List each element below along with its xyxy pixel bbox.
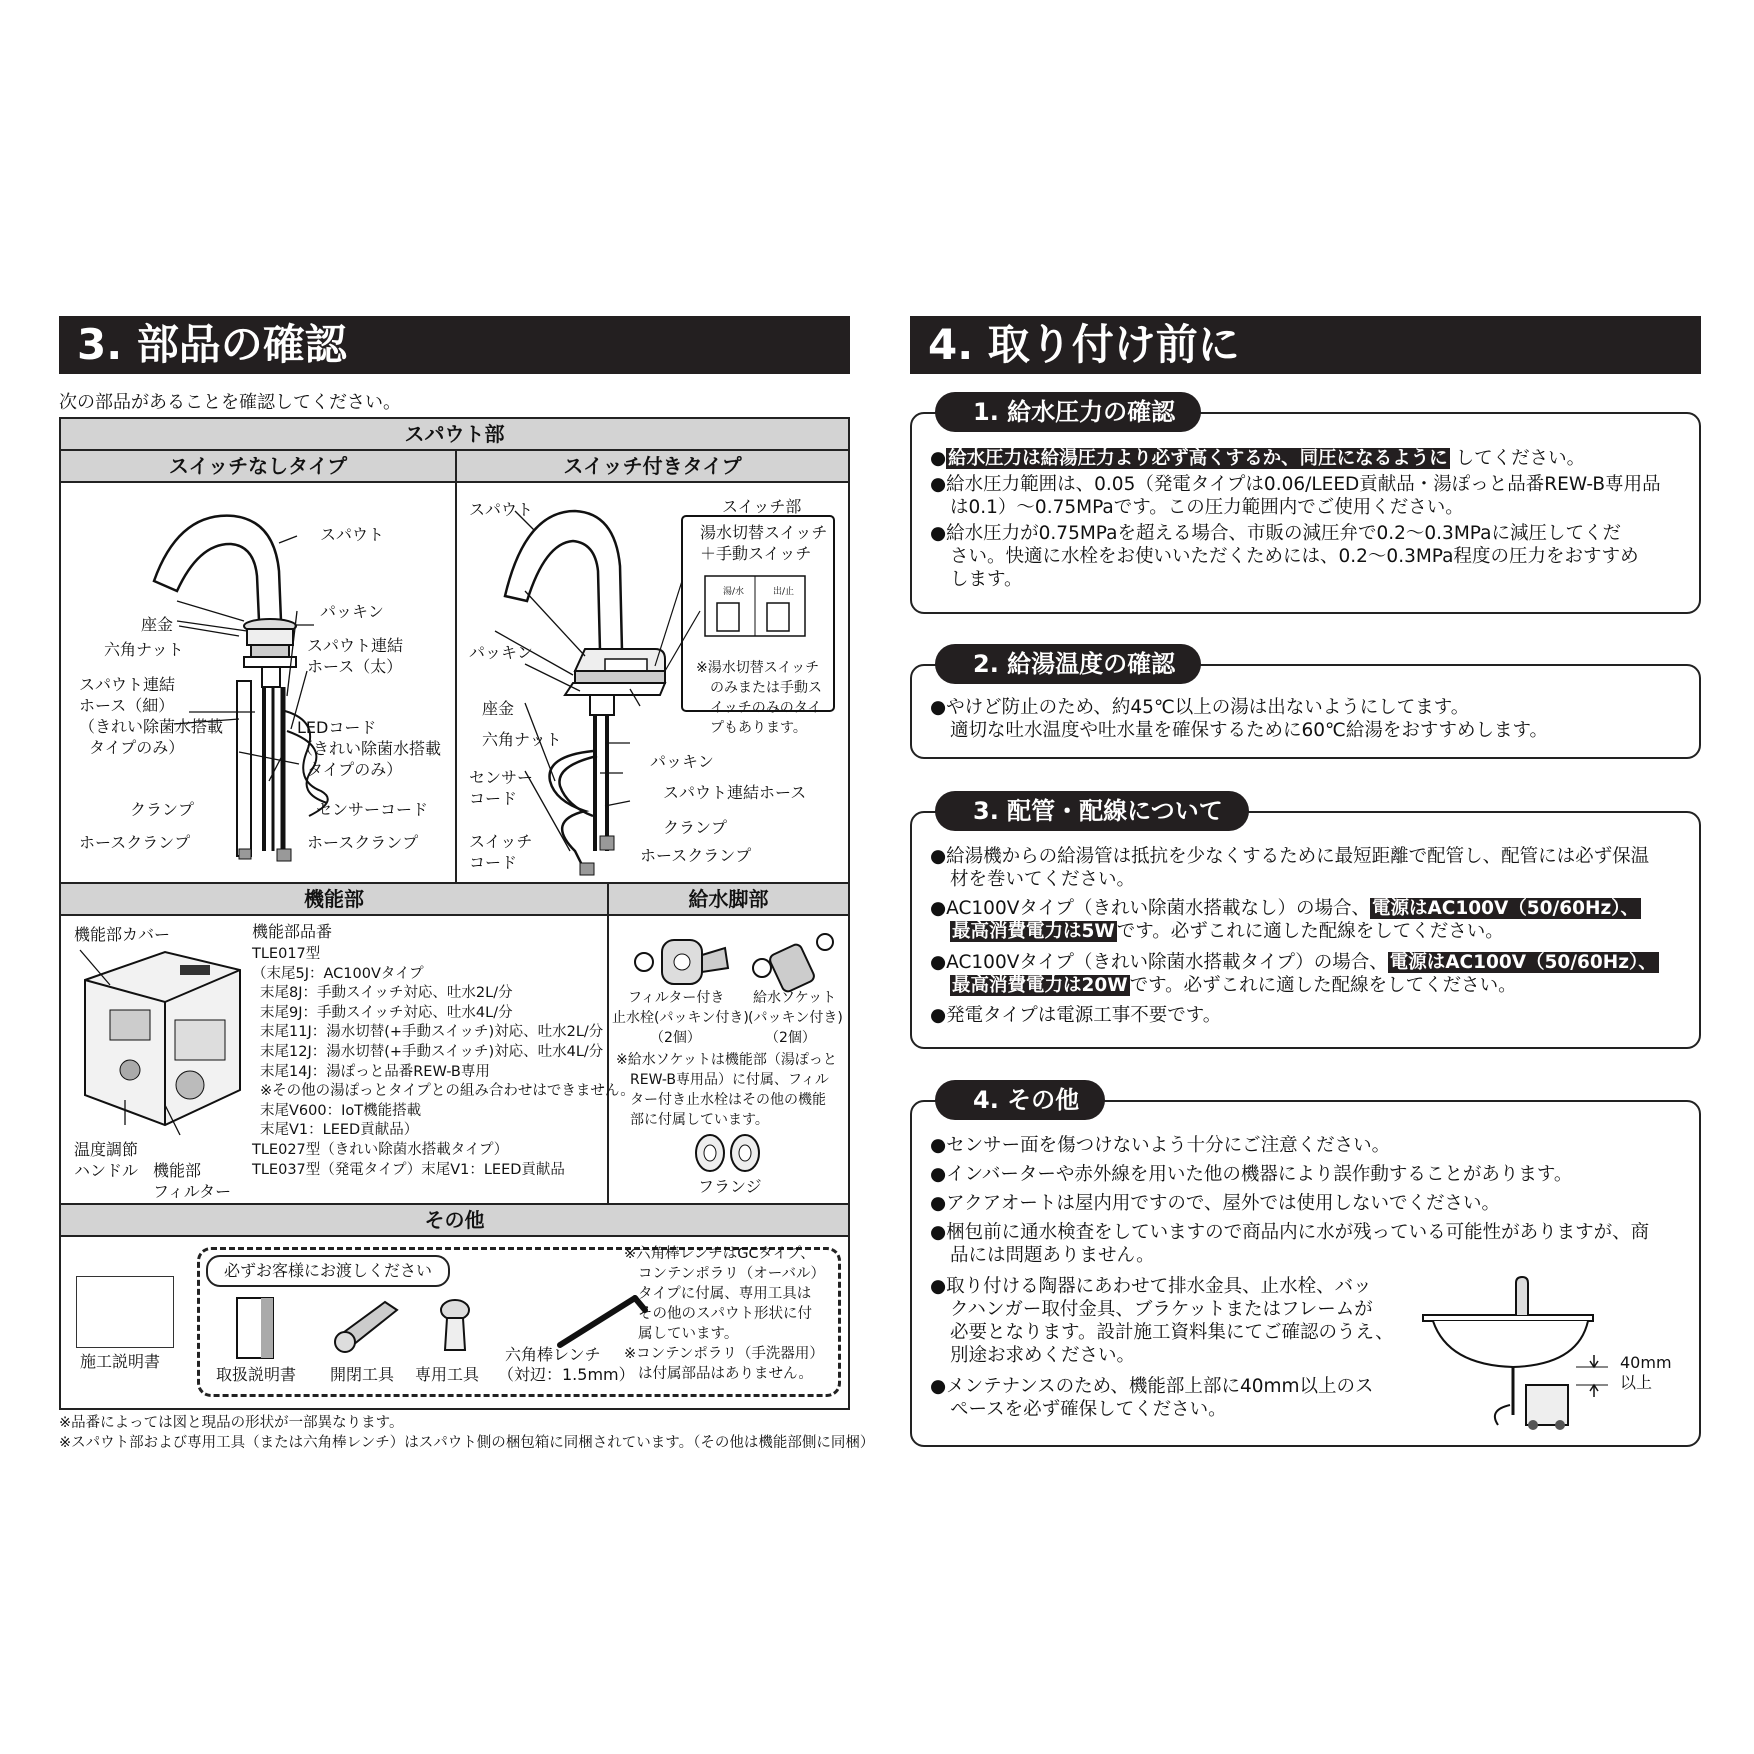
label-led-2: （きれい除菌水搭載 bbox=[297, 739, 442, 758]
label-flange: フランジ bbox=[698, 1177, 762, 1196]
other-note-line: は付属部品はありません。 bbox=[638, 1366, 813, 1382]
section-3-title: 3. 部品の確認 bbox=[59, 316, 850, 374]
pressure-bullet-1: ● 給水圧力は給湯圧力より必ず高くするか、同圧になるように してください。 bbox=[930, 448, 1586, 469]
label-hose-thin-3: （きれい除菌水搭載 bbox=[79, 717, 224, 736]
other-text: 必要となります。設計施工資料集にてご確認のうえ、 bbox=[950, 1322, 1394, 1343]
pressure-highlight: 給水圧力は給湯圧力より必ず高くするか、同圧になるように bbox=[948, 448, 1448, 469]
function-line: TLE027型（きれい除菌水搭載タイプ） bbox=[252, 1141, 509, 1158]
other-bullet-5: ●取り付ける陶器にあわせて排水金具、止水栓、バッ クハンガー取付金具、ブラケットまたはフレームが 必要となります。設計施工資料集にてご確認のうえ、 別途お求めください。 bbox=[930, 1276, 1394, 1366]
pressure-title: 1. 給水圧力の確認 bbox=[935, 392, 1201, 432]
must-give-label: 必ずお客様にお渡しください bbox=[206, 1255, 450, 1287]
footnote: ※品番によっては図と現品の形状が一部異なります。 bbox=[59, 1415, 404, 1431]
wiring-text: AC100Vタイプ（きれい除菌水搭載タイプ）の場合、 bbox=[946, 952, 1388, 973]
wiring-highlight: 最高消費電力は5W bbox=[952, 921, 1115, 942]
function-line: 末尾11J：湯水切替(+手動スイッチ)対応、吐水2L/分 bbox=[260, 1024, 604, 1041]
footnote: ※スパウト部および専用工具（または六角棒レンチ）はスパウト側の梱包箱に同梱されています。（その他は機能部側に同梱） bbox=[59, 1435, 875, 1451]
flange-illustration bbox=[690, 1133, 780, 1173]
function-parts-title: 機能部品番 bbox=[252, 922, 333, 941]
other-text: インバーターや赤外線を用いた他の機器により誤作動することがあります。 bbox=[946, 1164, 1573, 1185]
footnotes bbox=[59, 1413, 874, 1453]
label-sw-sensor-1: センサー bbox=[469, 768, 534, 787]
supply-note bbox=[616, 1050, 837, 1130]
wiring-bullet-2: ●AC100Vタイプ（きれい除菌水搭載なし）の場合、 電源はAC100V（50/60Hz）、 最高消費電力は5W です。必ずこれに適した配線をしてください。 bbox=[930, 898, 1640, 942]
other-bullet-2: ●インバーターや赤外線を用いた他の機器により誤作動することがあります。 bbox=[930, 1164, 1573, 1185]
label-special-tool: 専用工具 bbox=[415, 1365, 480, 1384]
pressure-bullet-3: ●給水圧力が0.75MPaを超える場合、市販の減圧弁で0.2～0.3MPaに減圧してくだ さい。快適に水栓をお使いいただくためには、0.2～0.3MPa程度の圧力をおすすめ します。 bbox=[930, 523, 1639, 590]
wiring-title: 3. 配管・配線について bbox=[935, 791, 1249, 831]
temperature-text: 適切な吐水温度や吐水量を確保するために60℃給湯をおすすめします。 bbox=[950, 720, 1549, 741]
label-open-tool: 開閉工具 bbox=[330, 1365, 395, 1384]
label-filter-valve-2: 止水栓(パッキン付き) bbox=[612, 1010, 749, 1026]
label-sw-stop: 出/止 bbox=[773, 587, 795, 597]
label-filter-2: フィルター bbox=[153, 1182, 232, 1201]
label-sw-cord-1: スイッチ bbox=[469, 832, 533, 851]
temperature-title: 2. 給湯温度の確認 bbox=[935, 644, 1201, 684]
wiring-text: AC100Vタイプ（きれい除菌水搭載なし）の場合、 bbox=[946, 898, 1370, 919]
function-line: 末尾8J：手動スイッチ対応、吐水2L/分 bbox=[260, 985, 513, 1002]
label-socket-3: （2個） bbox=[765, 1030, 816, 1046]
function-line: 末尾9J：手動スイッチ対応、吐水4L/分 bbox=[260, 1004, 513, 1021]
label-hose-clamp-left: ホースクランプ bbox=[79, 833, 191, 852]
label-sw-note-4: プもあります。 bbox=[710, 720, 807, 736]
label-hex-nut: 六角ナット bbox=[104, 640, 184, 659]
supply-note-line: REW-B専用品）に付属、フィル bbox=[630, 1072, 829, 1088]
pressure-text: は0.1）～0.75MPaです。この圧力範囲内でご使用ください。 bbox=[950, 497, 1464, 518]
label-switch-box-1: 湯水切替スイッチ bbox=[700, 523, 828, 542]
other-text: ペースを必ず確保してください。 bbox=[950, 1399, 1227, 1420]
other-text: センサー面を傷つけないよう十分にご注意ください。 bbox=[946, 1135, 1391, 1156]
other-text: アクアオートは屋内用ですので、屋外では使用しないでください。 bbox=[946, 1193, 1501, 1214]
label-sw-note-1: ※湯水切替スイッチ bbox=[696, 660, 820, 676]
wiring-text: 給湯機からの給湯管は抵抗を少なくするために最短距離で配管し、配管には必ず保温 bbox=[946, 846, 1650, 867]
other-header: その他 bbox=[59, 1203, 850, 1237]
label-switch-box-2: ＋手動スイッチ bbox=[700, 544, 812, 563]
label-filter-valve-3: （2個） bbox=[650, 1030, 701, 1046]
label-filter-valve-1: フィルター付き bbox=[628, 990, 725, 1006]
function-line: TLE017型 bbox=[252, 946, 321, 962]
other-note-line: ※コンテンポラリ（手洗器用） bbox=[624, 1346, 824, 1362]
label-sw-hose: スパウト連結ホース bbox=[663, 783, 807, 802]
label-spout: スパウト bbox=[320, 525, 385, 544]
other-text: 取り付ける陶器にあわせて排水金具、止水栓、バッ bbox=[946, 1276, 1372, 1297]
label-sw-sensor-2: コード bbox=[469, 789, 518, 808]
spout-header: スパウト部 bbox=[59, 417, 850, 451]
label-socket-2: (パッキン付き) bbox=[748, 1010, 843, 1026]
supply-note-line: ※給水ソケットは機能部（湯ぽっと bbox=[616, 1052, 837, 1068]
intro-text: 次の部品があることを確認してください。 bbox=[59, 392, 401, 413]
label-sw-packing-bottom: パッキン bbox=[650, 752, 714, 771]
label-hose-thin-2: ホース（細） bbox=[79, 696, 175, 715]
label-sw-note-2: のみまたは手動ス bbox=[710, 680, 822, 696]
pressure-text: さい。快適に水栓をお使いいただくためには、0.2～0.3MPa程度の圧力をおすすめ bbox=[950, 546, 1639, 567]
other-text: クハンガー取付金具、ブラケットまたはフレームが bbox=[950, 1299, 1373, 1320]
other-note-line: タイプに付属、専用工具は bbox=[638, 1286, 812, 1302]
label-sw-zagane: 座金 bbox=[482, 699, 515, 718]
pressure-text: 給水圧力が0.75MPaを超える場合、市販の減圧弁で0.2～0.3MPaに減圧してくだ bbox=[946, 523, 1621, 544]
function-line: TLE037型（発電タイプ）末尾V1：LEED貢献品 bbox=[252, 1161, 565, 1178]
wiring-bullet-1: ●給湯機からの給湯管は抵抗を少なくするために最短距離で配管し、配管には必ず保温 材を巻いてください。 bbox=[930, 846, 1650, 890]
temperature-text: やけど防止のため、約45℃以上の湯は出ないようにしてます。 bbox=[946, 697, 1470, 718]
label-hose-thin-1: スパウト連結 bbox=[79, 675, 176, 694]
construction-manual-image bbox=[76, 1276, 174, 1348]
pressure-bullet-2: ●給水圧力範囲は、0.05（発電タイプは0.06/LEED貢献品・湯ぽっと品番REW-B専用品 は0.1）～0.75MPaです。この圧力範囲内でご使用ください。 bbox=[930, 474, 1661, 518]
label-sw-hose-clamp: ホースクランプ bbox=[640, 846, 752, 865]
wiring-highlight: 電源はAC100V（50/60Hz）、 bbox=[1389, 952, 1657, 973]
wiring-bullet-3: ●AC100Vタイプ（きれい除菌水搭載タイプ）の場合、 電源はAC100V（50/60Hz）、 最高消費電力は20W です。必ずこれに適した配線をしてください。 bbox=[930, 952, 1657, 996]
function-line: 末尾12J：湯水切替(+手動スイッチ)対応、吐水4L/分 bbox=[260, 1043, 604, 1060]
supply-note-line: ター付き止水栓はその他の機能 bbox=[630, 1092, 826, 1108]
label-wrench-1: 六角棒レンチ bbox=[505, 1345, 601, 1364]
label-temp-2: ハンドル bbox=[74, 1161, 139, 1180]
label-temp-1: 温度調節 bbox=[74, 1140, 139, 1159]
label-zagane: 座金 bbox=[141, 615, 174, 634]
label-manual: 取扱説明書 bbox=[216, 1365, 297, 1384]
function-line: 末尾V600：IoT機能搭載 bbox=[260, 1102, 422, 1119]
wiring-highlight: 電源はAC100V（50/60Hz）、 bbox=[1371, 898, 1640, 919]
label-sw-spout: スパウト bbox=[469, 500, 534, 519]
label-clamp: クランプ bbox=[130, 800, 195, 819]
wiring-text: です。必ずこれに適した配線をしてください。 bbox=[1129, 975, 1517, 996]
label-sw-hex-nut: 六角ナット bbox=[482, 730, 562, 749]
label-hose-thin-4: タイプのみ） bbox=[89, 738, 185, 757]
label-led-1: LEDコード bbox=[297, 718, 377, 737]
other-text: 品には問題ありません。 bbox=[950, 1245, 1155, 1266]
other-note-line: ※六角棒レンチはGCタイプ、 bbox=[624, 1246, 815, 1262]
supply-header: 給水脚部 bbox=[607, 882, 850, 916]
function-line: ※その他の湯ぽっとタイプとの組み合わせはできません。 bbox=[260, 1083, 635, 1100]
other-notes-title: 4. その他 bbox=[935, 1080, 1105, 1120]
other-note-line: 属しています。 bbox=[638, 1326, 739, 1342]
label-hose-clamp-right: ホースクランプ bbox=[307, 833, 419, 852]
no-switch-header: スイッチなしタイプ bbox=[59, 449, 457, 483]
other-note-line: コンテンポラリ（オーバル） bbox=[638, 1266, 826, 1282]
label-sw-note-3: イッチのみのタイ bbox=[710, 700, 822, 716]
other-text: 別途お求めください。 bbox=[950, 1345, 1136, 1366]
pressure-text: します。 bbox=[950, 569, 1023, 590]
label-socket-1: 給水ソケット bbox=[753, 990, 837, 1006]
section-4-title: 4. 取り付け前に bbox=[910, 316, 1701, 374]
label-sw-clamp: クランプ bbox=[663, 818, 728, 837]
label-switch-part: スイッチ部 bbox=[722, 497, 802, 516]
function-line: 末尾V1：LEED貢献品） bbox=[260, 1122, 419, 1139]
wiring-text: 発電タイプは電源工事不要です。 bbox=[946, 1005, 1222, 1026]
pressure-text: 給水圧力範囲は、0.05（発電タイプは0.06/LEED貢献品・湯ぽっと品番REW-B専用品 bbox=[946, 474, 1661, 495]
wiring-highlight: 最高消費電力は20W bbox=[952, 975, 1128, 996]
function-line: （末尾5J：AC100Vタイプ bbox=[252, 965, 424, 982]
temperature-bullet: ●やけど防止のため、約45℃以上の湯は出ないようにしてます。 適切な吐水温度や吐水量を確保するために60℃給湯をおすすめします。 bbox=[930, 697, 1549, 741]
wiring-text: です。必ずこれに適した配線をしてください。 bbox=[1116, 921, 1504, 942]
label-sensor-cord: センサーコード bbox=[316, 800, 429, 819]
function-parts-list bbox=[252, 945, 635, 1180]
dimension-40mm: 40mm bbox=[1620, 1353, 1672, 1372]
other-bullet-6: ●メンテナンスのため、機能部上部に40mm以上のス ペースを必ず確保してください。 bbox=[930, 1376, 1374, 1420]
label-hose-thick-1: スパウト連結 bbox=[307, 636, 404, 655]
other-note-line: その他のスパウト形状に付 bbox=[638, 1306, 812, 1322]
other-bullet-1: ●センサー面を傷つけないよう十分にご注意ください。 bbox=[930, 1135, 1391, 1156]
sink-clearance-illustration bbox=[1418, 1275, 1618, 1435]
with-switch-header: スイッチ付きタイプ bbox=[455, 449, 850, 483]
other-bullet-4: ●梱包前に通水検査をしていますので商品内に水が残っている可能性がありますが、商 品には問題ありません。 bbox=[930, 1222, 1650, 1266]
label-construction-manual: 施工説明書 bbox=[80, 1352, 161, 1371]
label-filter-1: 機能部 bbox=[153, 1161, 202, 1180]
wiring-bullet-4: ●発電タイプは電源工事不要です。 bbox=[930, 1005, 1222, 1026]
label-sw-cord-2: コード bbox=[469, 853, 518, 872]
other-note bbox=[624, 1244, 825, 1384]
label-sw-packing-top: パッキン bbox=[469, 643, 533, 662]
label-led-3: タイプのみ） bbox=[307, 760, 403, 779]
label-hose-thick-2: ホース（太） bbox=[307, 657, 403, 676]
wiring-text: 材を巻いてください。 bbox=[950, 869, 1136, 890]
dimension-min: 以上 bbox=[1620, 1373, 1653, 1392]
function-line: 末尾14J：湯ぽっと品番REW-B専用 bbox=[260, 1063, 490, 1080]
supply-note-line: 部に付属しています。 bbox=[630, 1112, 769, 1128]
label-wrench-2: （対辺：1.5mm） bbox=[498, 1365, 635, 1384]
other-bullet-3: ●アクアオートは屋内用ですので、屋外では使用しないでください。 bbox=[930, 1193, 1501, 1214]
other-text: メンテナンスのため、機能部上部に40mm以上のス bbox=[946, 1376, 1374, 1397]
label-packing: パッキン bbox=[320, 602, 384, 621]
label-sw-hot: 湯/水 bbox=[723, 587, 745, 597]
other-text: 梱包前に通水検査をしていますので商品内に水が残っている可能性がありますが、商 bbox=[946, 1222, 1650, 1243]
label-function-cover: 機能部カバー bbox=[74, 925, 171, 944]
function-header: 機能部 bbox=[59, 882, 609, 916]
function-unit-illustration bbox=[70, 940, 250, 1140]
pressure-text: してください。 bbox=[1455, 448, 1586, 469]
